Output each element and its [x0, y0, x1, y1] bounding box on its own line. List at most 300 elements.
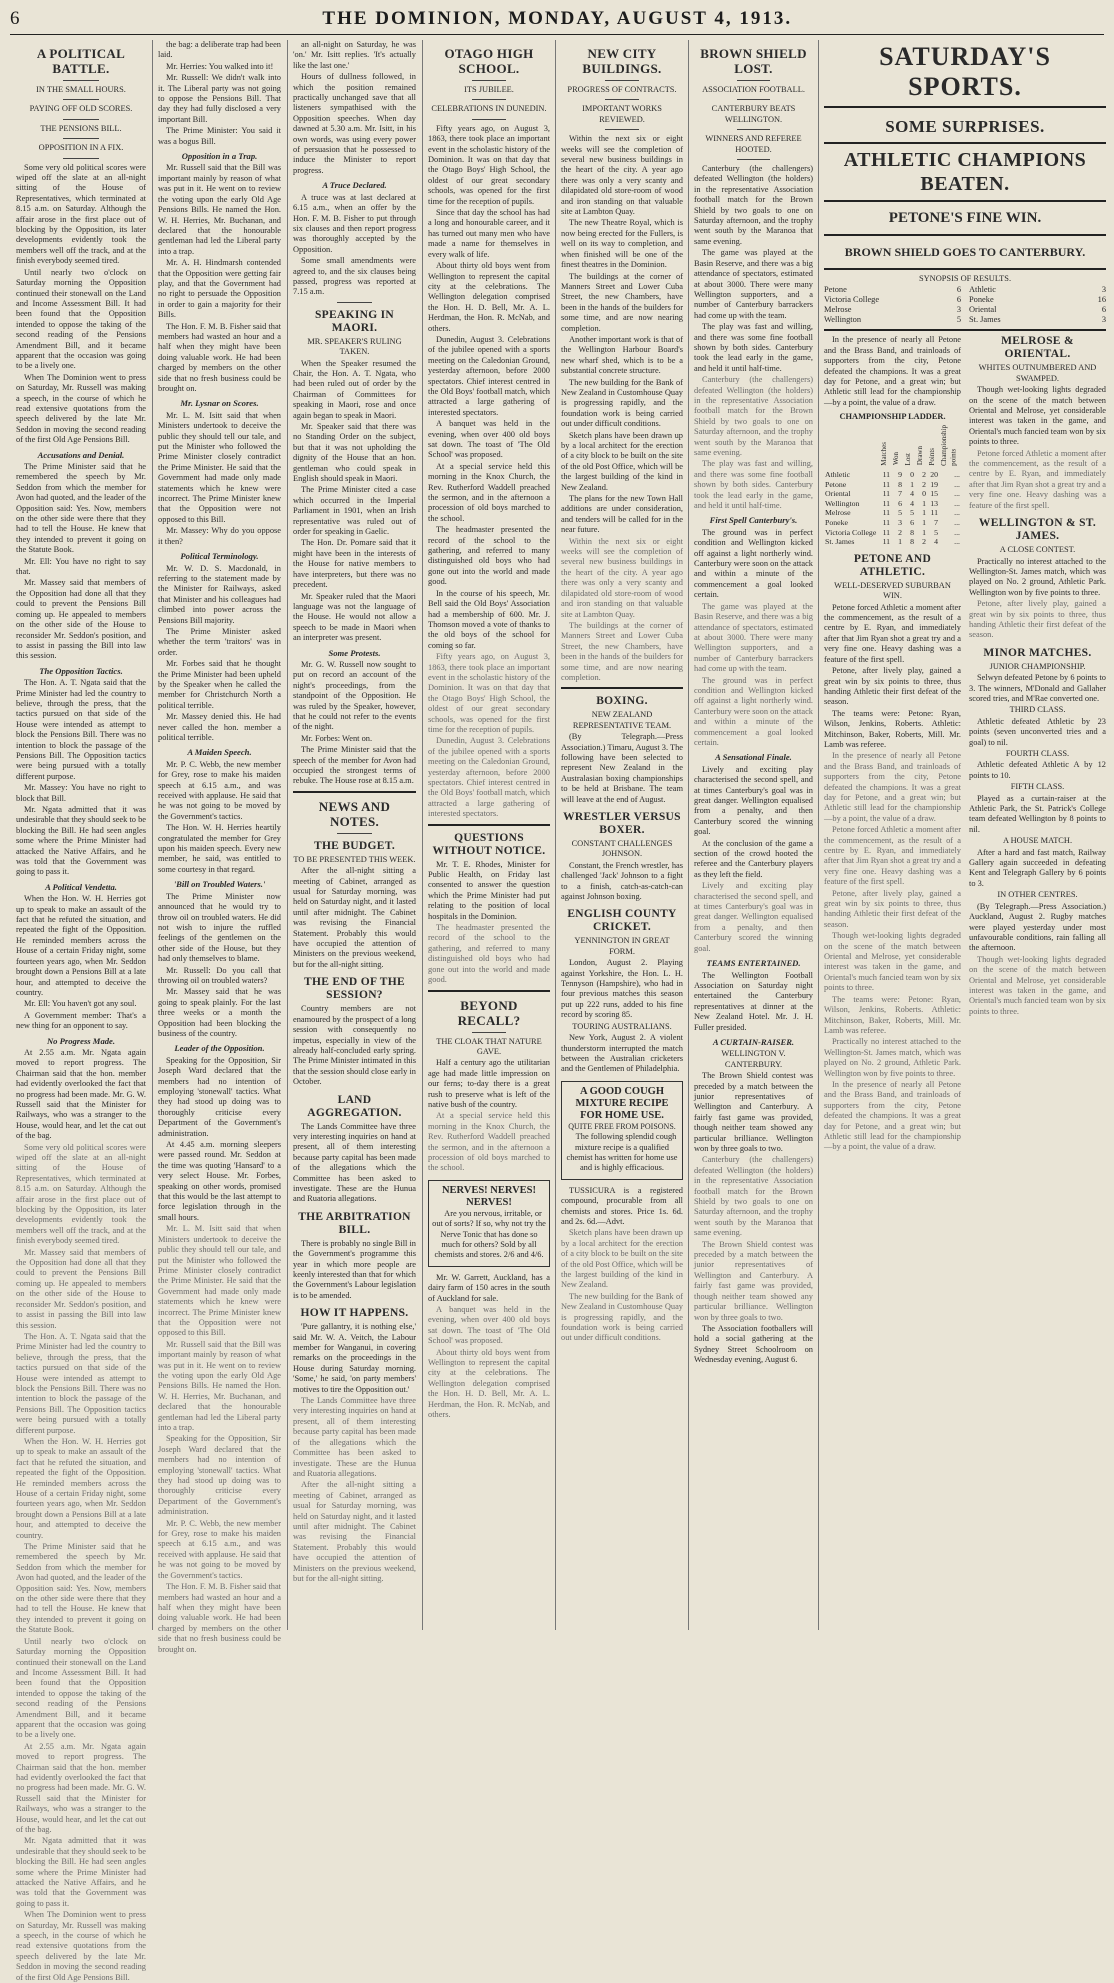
synopsis-table [824, 285, 1106, 325]
paragraph: The Prime Minister now announced that he would try to throw oil on troubled waters. He did not wish to injure the ruffled feelings of the gentlemen on the other side of the House, but they had only themselves to blame. [158, 891, 281, 964]
article-subhead: YENNINGTON IN GREAT FORM. [574, 936, 670, 956]
team-score: 3 [956, 305, 961, 315]
ladder-cell: 2 [898, 527, 903, 537]
ladder-cell: 20 [930, 470, 939, 480]
ladder-cell: 11 [882, 479, 891, 489]
paragraph: The buildings at the corner of Manners Street and Lower Cuba Street, the new Chambers, have been in the hands of the builders for some time, and are now nearing completion. [561, 620, 683, 682]
paragraph: Lively and exciting play characterised the second spell, and at times Canterbury's goal was in great danger. Wellington equalised from a penalty, and then Canterbury scored the winning goal. [694, 881, 813, 953]
ad-subtitle: QUITE FREE FROM POISONS. [568, 1121, 676, 1131]
ladder-team: Oriental [825, 489, 851, 499]
sports-right-column [969, 335, 1106, 1153]
paragraph: Another important work is that of the Wellington Harbour Board's new wharf shed, which is to be a substantial concrete structure. [561, 334, 683, 376]
ladder-cell: 5 [898, 508, 903, 518]
paragraph: The Prime Minister cited a case which occurred in the Imperial Parliament in 1901, when an Irish representative was ruled out of order for speaking in Gaelic. [293, 485, 416, 537]
ladder-cell: 11 [882, 508, 891, 518]
article-subhead: OPPOSITION IN A FIX. [38, 143, 124, 153]
paragraph: Mr. A. H. Hindmarsh contended that the Opposition were getting fair play, and that the Government had no right to persuade the Opposition in order to gain a majority for their Bills. [158, 258, 281, 320]
article-headline: NEWS AND NOTES. [318, 798, 391, 829]
paragraph: Mr. Russell said that the Bill was important mainly by reason of what was put in it. He went on to review the voting upon the early Old Age Pensions Bills. He named the Hon. W. H. Herries, Mr. Buchanan, and declared that the honourable gentleman had led the Liberal party into a trap. [158, 163, 281, 256]
paragraph: Mr. Ell: You haven't got any soul. [24, 999, 137, 1009]
section-head: The Opposition Tactics. [39, 665, 123, 676]
article-subhead: FIFTH CLASS. [1010, 782, 1065, 792]
article-headline: MELROSE & ORIENTAL. [1001, 335, 1074, 361]
synopsis-row [969, 285, 1106, 295]
article-subhead: NEW ZEALAND REPRESENTATIVE TEAM. [572, 710, 672, 730]
paragraph: When The Dominion went to press on Saturday, Mr. Russell was making a speech, in the course of which he read extensive quotations from the speech delivered by the late Mr. Seddon in moving the second reading of the first Old Age Pensions Bill. [16, 372, 146, 445]
paragraph: Athletic defeated Athletic A by 12 points to 10. [969, 760, 1106, 780]
column-2 [158, 40, 281, 1654]
paragraph: TUSSICURA is a registered compound, procurable from all chemists and stores. Price 1s. 6d. and 2s. 6d.—Advt. [561, 1185, 683, 1226]
paragraph: London, August 2. Playing against Yorkshire, the Hon. L. H. Tennyson (Hampshire), who had in four previous matches this season put up 222 runs, added to his fine record by scoring 85. [561, 958, 683, 1020]
article-subhead: TO BE PRESENTED THIS WEEK. [293, 854, 416, 864]
ladder-row [824, 528, 961, 538]
column-rule [422, 40, 423, 1630]
article-subhead: CELEBRATIONS IN DUNEDIN. [431, 104, 547, 114]
paragraph: At a special service held this morning in the Knox Church, the Rev. Rutherford Waddell preached the sermon, and in the afternoon a procession of old boys marched to the school. [428, 461, 550, 523]
ladder-header: Points [928, 447, 937, 466]
column-rule [818, 40, 819, 1630]
paragraph: The Lands Committee have three very interesting inquiries on hand at present, all of them interesting because party capital has been made of the allegations which the Committee has been asked to investigate. These are the Hunua and Ruatoria allegations. [293, 1121, 416, 1204]
paragraph: The Hon. F. M. B. Fisher said that members had wasted an hour and a half when they might have been doing valuable work. He had been charged by members on the other side that no fresh business could be brought on. [158, 321, 281, 393]
ladder-cell: ... [954, 537, 960, 547]
paragraph: The Prime Minister said that he remembered the speech by Mr. Seddon from which the member for Avon had quoted, and the leader of the Opposition said: Yes. Now, members on the other side were there that they had to tell the House. He knew that they intended to prevent it going on the Statute Book. [16, 1542, 146, 1635]
paragraph: When the Speaker resumed the Chair, the Hon. A. T. Ngata, who had been ruled out of order by the Chairman of Committees for speaking in Maori, rose and once again began to speak in Maori. [293, 358, 416, 420]
ladder-row [824, 518, 961, 528]
article-headline: LAND AGGREGATION. [307, 1093, 402, 1119]
ladder-cell: ... [954, 527, 960, 537]
paragraph: Since that day the school has had a long and honourable career, and it has turned out many men who have made a name for themselves in every walk of life. [428, 208, 550, 259]
paragraph: The Prime Minister said that the speech of the member for Avon had occupied the strongest terms of rebuke. The House rose at 8.15 a.m. [293, 745, 416, 786]
paragraph: The new Theatre Royal, which is now being erected for the Fullers, is well on its way to completion, and when finished will be one of the finest theatres in the Dominion. [561, 218, 683, 270]
ad-title: NERVES! NERVES! NERVES! [441, 1184, 537, 1208]
paragraph: Dunedin, August 3. Celebrations of the jubilee opened with a sports meeting on the Caledonian Ground, yesterday afternoon, before 2000 spectators. Chief interest centred in the Old Boys' football match, which attracted a large gathering of interested spectators. [428, 334, 550, 417]
paragraph: Selwyn defeated Petone by 6 points to 3. The winners, M'Donald and Gallaher scored tries, and M'Rae converted one. [969, 673, 1106, 703]
paragraph: When The Dominion went to press on Saturday, Mr. Russell was making a speech, in the course of which he read extensive quotations from the speech delivered by the late Mr. Seddon in moving the second reading of the first Old Age Pensions Bill. [16, 1910, 146, 1982]
article-headline: ENGLISH COUNTY CRICKET. [567, 908, 677, 934]
paragraph: Canterbury (the challengers) defeated Wellington (the holders) in the representative Association football match for the Brown Shield by two goals to one on Saturday afternoon, and the trophy went south by the Maranoa that same evening. [694, 375, 813, 457]
paragraph: (By Telegraph.—Press Association.) Auckland, August 2. Rugby matches were played yesterday under most unfavourable conditions, rain falling all the afternoon. [969, 901, 1106, 953]
ladder-team: Melrose [825, 508, 851, 518]
paragraph: In the course of his speech, Mr. Bell said the Old Boys' Association had a membership of 600. Mr. J. Thomson moved a vote of thanks to the old boys of the school for coming so far. [428, 588, 550, 650]
paragraph: Mr. Massey said that members of the Opposition had done all that they could to prevent the Pensions Bill coming up. He appealed to members on the other side of the House to reconsider Mr. Seddon's position, and to assist in passing the Bill into law this session. [16, 578, 146, 661]
ladder-team: Athletic [825, 470, 851, 480]
paragraph: Mr. P. C. Webb, the new member for Grey, rose to make his maiden speech at 6.15 a.m., and was received with applause. He said that he was not going to be moved by the Government's tactics. [158, 1518, 281, 1580]
team-name: St. James [969, 315, 1001, 325]
paragraph: Mr. Herries: You walked into it! [166, 61, 274, 71]
team-name: Victoria College [824, 295, 880, 305]
paragraph: There is probably no single Bill in the Government's programme this year in which more people are keenly interested than that for which the Government's Labour legislation is to be amended. [293, 1238, 416, 1300]
paragraph: Mr. G. W. Russell now sought to put on record an account of the night's proceedings, from the standpoint of the Opposition. He was ruled by the Speaker, however, that he could not refer to the events of the night. [293, 659, 416, 732]
paragraph: The game was played at the Basin Reserve, and there was a big attendance of spectators, estimated at about 3000. There were many Wellington supporters, and a number of Canterbury barrackers had come up with the team. [694, 248, 813, 320]
article-subhead: CONSTANT CHALLENGES JOHNSON. [571, 839, 673, 859]
ladder-row [824, 489, 961, 499]
paragraph: The Hon. A. T. Ngata said that the Prime Minister had led the country to believe, through the press, that the tactics pursued on that side of the House were intended as attempt to block the Pensions Bill. There was no intention to block the passage of the Pensions Bill. The Opposition tactics were being pursued with a totally different purpose. [16, 1331, 146, 1435]
paragraph: Petone forced Athletic a moment after the commencement, as the result of a centre by E. Ryan, and immediately after that Jim Ryan shot a great try and a very fine one. Heavy dashing was a feature of the first spell. [824, 602, 961, 664]
paragraph: Mr. Massey denied this. He had never called the hon. member a political terrible. [158, 712, 281, 742]
article-subhead: IN THE SMALL HOURS. [36, 85, 126, 94]
article-headline: PETONE AND ATHLETIC. [853, 552, 932, 578]
article-subhead: WINNERS AND REFEREE HOOTED. [705, 134, 802, 154]
paragraph: Some very old political scores were wiped off the slate at an all-night sitting of the House of Representatives, which terminated at 8.15 a.m. on Saturday. Although the affair arose in the first place out of blocking by the Opposition, its later developments evidently took the members well off the track, and at the finish everybody seemed tired. [16, 162, 146, 266]
paragraph: Within the next six or eight weeks will see the completion of several new business buildings in the heart of the city. A year ago there was only a very scanty and dilapidated old store-room of wood and iron standing on that valuable site at Lambton Quay. [561, 134, 683, 217]
paragraph: Mr. Ngata admitted that it was undesirable that they should seek to be blocking the Bill. He had seen angles some where the Prime Minister had attacked the Native Affairs, and he was told that the Government was going to pass it. [16, 805, 146, 877]
ladder-team: Victoria College [825, 527, 877, 537]
article-headline: BOXING. [596, 695, 648, 708]
paragraph: Practically no interest attached to the Wellington-St. James match, which was played on No. 2 ground, Athletic Park. Wellington won by five points to three. [969, 556, 1106, 597]
synopsis-row [824, 315, 961, 325]
paragraph: About thirty old boys went from Wellington to represent the capital city at the celebrations. The Wellington delegation comprised the Hon. H. D. Bell, Mr. A. L. Herdman, the Hon. R. McNab, and others. [428, 261, 550, 333]
paragraph: Petone, after lively play, gained a great win by six points to three, thus handing Athletic their first defeat of the season. [824, 888, 961, 929]
ladder-cell: ... [954, 479, 960, 489]
paragraph: At the conclusion of the game a section of the crowd hooted the referee and the Canterbury players as they left the field. [694, 838, 813, 879]
paragraph: an all-night on Saturday, he was 'on.' Mr. Isitt replies. 'It's actually like the last one.' [293, 40, 416, 70]
team-score: 16 [1097, 295, 1106, 305]
ladder-header: Championship points [940, 424, 958, 466]
paragraph: A banquet was held in the evening, when over 400 old boys sat down. The toast of 'The Old School' was proposed. [428, 419, 550, 460]
paragraph: Mr. Forbes said that he thought the Prime Minister had been upheld by the Speaker when he called the member for Christchurch North a political terrible. [158, 659, 281, 710]
paragraph: Speaking for the Opposition, Sir Joseph Ward declared that the members had no intention of employing 'stonewall' tactics. What they had stood up doing was to thoroughly criticise every Department of the Government's administration. [158, 1434, 281, 1517]
ladder-cell: 13 [930, 498, 939, 508]
ladder-cell: 1 [922, 518, 927, 528]
paragraph: Mr. Ell: You have no right to say that. [16, 556, 146, 577]
paragraph: the bag: a deliberate trap had been laid. [158, 40, 281, 60]
team-score: 6 [956, 285, 961, 295]
ladder-cell: 8 [898, 479, 903, 489]
paragraph: The new building for the Bank of New Zealand in Customhouse Quay is progressing rapidly, and the foundation work is being carried out under difficult conditions. [561, 377, 683, 429]
article-headline: MINOR MATCHES. [983, 646, 1092, 659]
paragraph: Mr. Ngata admitted that it was undesirable that they should seek to be blocking the Bill. He had seen angles some where the Prime Minister had attacked the Native Affairs, and he was told that the Government was going to pass it. [16, 1836, 146, 1908]
team-name: Wellington [824, 315, 862, 325]
article-headline: A POLITICAL BATTLE. [36, 46, 126, 76]
ladder-cell: 1 [922, 527, 927, 537]
paragraph: The buildings at the corner of Manners Street and Lower Cuba Street, the new Chambers, have been in the hands of the builders for some time, and are now nearing completion. [561, 271, 683, 333]
paragraph: Country members are not enamoured by the prospect of a long session with consequently no impetus, especially in view of the already half-concluded early spring. The Prime Minister intimated in this that the session should close early in October. [293, 1004, 416, 1087]
ladder-cell: 11 [882, 498, 891, 508]
ladder-cell: 4 [934, 537, 939, 547]
sports-left-column [824, 335, 961, 1153]
sports-headline: SATURDAY'S SPORTS. [879, 42, 1051, 101]
article-headline: THE END OF THE SESSION? [303, 976, 405, 1002]
paragraph: Lively and exciting play characterised the second spell, and at times Canterbury's goal was in great danger. Wellington equalised from a penalty, and then Canterbury scored the winning goal. [694, 764, 813, 837]
ladder-cell: ... [954, 489, 960, 499]
column-7 [824, 40, 1106, 1630]
ladder-team: Petone [825, 479, 847, 489]
section-head: Political Terminology. [180, 551, 259, 562]
ladder-cell: 11 [882, 470, 891, 480]
paragraph: Played as a curtain-raiser at the Athletic Park, the St. Patrick's College team defeated Wellington by 8 points to nil. [969, 793, 1106, 834]
ladder-cell: 9 [898, 470, 903, 480]
paragraph: The game was played at the Basin Reserve, and there was a big attendance of spectators, estimated at about 3000. There were many Wellington supporters, and a number of Canterbury barrackers had come up with the team. [694, 601, 813, 674]
article-headline: BEYOND RECALL? [457, 997, 521, 1028]
paragraph: Fifty years ago, on August 3, 1863, there took place an important event in the scholastic history of the Dominion. It was on that day that the Otago Boys' High School, the oldest of our great secondary schools, was opened for the first time for the reception of pupils. [428, 652, 550, 734]
paragraph: The headmaster presented the record of the school to the gathering, and referred to many distinguished old boys who had gone out into the world and made good. [428, 923, 550, 985]
ladder-title: CHAMPIONSHIP LADDER. [839, 412, 946, 422]
ladder-cell: 1 [922, 498, 927, 508]
paragraph: Some small amendments were agreed to, and the six clauses being passed, progress was reported at 7.15 a.m. [293, 256, 416, 297]
section-head: A Political Vendetta. [45, 881, 117, 892]
sports-subhead: ATHLETIC CHAMPIONS BEATEN. [843, 149, 1087, 195]
synopsis-row [969, 305, 1106, 315]
paragraph: Until nearly two o'clock on Saturday morning the Opposition continued their stonewall on the Land and Income Assessment Bill. It had been found that the Opposition intended to oppose the taking of the second reading of the Pensions Amendment Bill, and it became apparent that the occasion was going to be a lively one. [16, 267, 146, 371]
paragraph: The play was fast and willing, and there was some fine football shown by both sides. Canterbury took the lead early in the game, and held it until half-time. [694, 322, 813, 373]
article-subhead: JUNIOR CHAMPIONSHIP. [989, 661, 1086, 671]
paragraph: Practically no interest attached to the Wellington-St. James match, which was played on No. 2 ground, Athletic Park. Wellington won by five points to three. [824, 1037, 961, 1078]
sports-subhead: BROWN SHIELD GOES TO CANTERBURY. [844, 245, 1086, 259]
article-subhead: THE PENSIONS BILL. [40, 123, 122, 133]
ladder-cell: 2 [922, 537, 927, 547]
paragraph: Though wet-looking lights degraded on the scene of the match between Oriental and Melrose, yet considerable interest was taken in the game, and Oriental's much fancied team won by six points to three. [969, 385, 1106, 447]
paragraph: Mr. Russell: We didn't walk into it. The Liberal party was not going to oppose the Pensions Bill. That day they had fully disclosed a very important Bill. [158, 73, 281, 124]
paragraph: Mr. Massey: You have no right to block that Bill. [16, 783, 146, 803]
article-subhead: WHITES OUTNUMBERED AND SWAMPED. [978, 363, 1097, 383]
column-rule [287, 40, 288, 1630]
ladder-header: Drawn [916, 446, 925, 466]
ladder-cell: 7 [934, 518, 939, 528]
paragraph: After the all-night sitting a meeting of Cabinet, arranged as usual for Saturday morning, was held on Saturday night, and it lasted until after midnight. The Cabinet was revising the Financial Statement. Probably this would have occupied the attention of Ministers on the previous weekend, but for the all-night sitting. [293, 866, 416, 969]
ladder-cell: 5 [934, 527, 939, 537]
ad-text: Are you nervous, irritable, or out of sorts? If so, why not try the Nerve Tonic that has done so much for others? Sold by all chemists and stores. 2/6 and 4/6. [432, 1208, 546, 1260]
paragraph: 'Pure gallantry, it is nothing else,' said Mr. W. A. Veitch, the Labour member for Wanganui, in covering remarks on the proceedings in the House during Saturday morning. 'Some,' he said, 'on party members' motives to tire the Opposition out.' [293, 1322, 416, 1394]
sports-subhead: PETONE'S FINE WIN. [888, 210, 1042, 226]
article-subhead: IMPORTANT WORKS REVIEWED. [582, 104, 662, 124]
paragraph: Half a century ago the utilitarian age had made little impression on our ferns; to-day there is a great rush to preserve what is left of the native bush of the country. [428, 1058, 550, 1109]
ladder-row [824, 537, 961, 547]
article-subhead: IN OTHER CENTRES. [997, 890, 1078, 900]
ladder-row [824, 499, 961, 509]
ladder-cell: 1 [898, 537, 903, 547]
article-headline: BROWN SHIELD LOST. [700, 46, 807, 76]
section-head: A CURTAIN-RAISER. [712, 1036, 795, 1047]
ladder-header: Matches [880, 441, 889, 466]
paragraph: Mr. Speaker ruled that the Maori language was not the language of the House. He would not allow a speech to be made in Maori when an interpreter was present. [293, 591, 416, 643]
article-subhead: MR. SPEAKER'S RULING TAKEN. [307, 336, 402, 357]
paragraph: A Government member: That's a new thing for an opponent to say. [16, 1010, 146, 1031]
column-3 [293, 40, 416, 1630]
team-score: 6 [1101, 305, 1106, 315]
advertisement [561, 1081, 683, 1180]
paragraph: Petone, after lively play, gained a great win by six points to three, thus handing Athletic their first defeat of the season. [969, 599, 1106, 640]
ladder-cell: 1 [910, 479, 915, 489]
ladder-cell: 2 [922, 470, 927, 480]
paragraph: Though wet-looking lights degraded on the scene of the match between Oriental and Melrose, yet considerable interest was taken in the game, and Oriental's much fancied team won by six points to three. [969, 954, 1106, 1016]
article-headline: OTAGO HIGH SCHOOL. [444, 46, 534, 76]
paragraph: When the Hon. W. H. Herries got up to speak to make an assault of the fact that he refuted the situation, and repeated the fight of the Opposition. He reminded members across the House of a certain Friday night, some fourteen years ago, when Mr. Seddon brought down a Pensions Bill at a late hour, and attempted to deceive the country. [16, 894, 146, 997]
sports-columns [824, 335, 1106, 1153]
paragraph: Canterbury (the challengers) defeated Wellington (the holders) in the representative Association football match for the Brown Shield by two goals to one on Saturday afternoon, and the trophy went south by the Maranoa that same evening. [694, 164, 813, 246]
ladder-cell: ... [954, 470, 960, 480]
paragraph: Sketch plans have been drawn up by a local architect for the erection of a city block to be built on the site of the old Post Office, which will be the largest building of the kind in New Zealand. [561, 430, 683, 492]
paragraph: The Brown Shield contest was preceded by a match between the junior representatives of Wellington and Canterbury. A fairly fast game was provided, though neither team showed any particular brilliance. Wellington won by three goals to two. [694, 1071, 813, 1153]
ad-title: A GOOD COUGH MIXTURE RECIPE FOR HOME USE. [575, 1085, 669, 1121]
paragraph: The plans for the new Town Hall additions are under consideration, and tenders will be called for in the near future. [561, 494, 683, 535]
paragraph: The headmaster presented the record of the school to the gathering, and referred to many distinguished old boys who had gone out into the world and made good. [428, 525, 550, 587]
team-name: Athletic [969, 285, 996, 295]
column-rule [152, 40, 153, 1630]
section-head: 'Bill on Troubled Waters.' [173, 879, 266, 890]
paragraph: Petone forced Athletic a moment after the commencement, as the result of a centre by E. Ryan, and immediately after that Jim Ryan shot a great try and a very fine one. Heavy dashing was a feature of the first spell. [969, 448, 1106, 510]
article-headline: WELLINGTON & ST. JAMES. [978, 517, 1097, 543]
paragraph: The teams were: Petone: Ryan, Wilson, Jenkins, Roberts. Athletic: Mitchinson, Baker, Roberts, Mill. Mr. Lamb was referee. [824, 994, 961, 1035]
paragraph: In the presence of nearly all Petone and the Brass Band, and trainloads of supporters from the city, Petone defeated the champions. It was a great day for Petone, and a great win; but Athletic still lead for the championship—by a point, the value of a draw. [824, 335, 961, 407]
article-subhead: PAYING OFF OLD SCORES. [29, 104, 133, 114]
ladder-cell: 0 [922, 489, 927, 499]
ladder-cell: 19 [930, 479, 939, 489]
article-subhead: WELLINGTON V. CANTERBURY. [721, 1049, 786, 1069]
paragraph: Sketch plans have been drawn up by a local architect for the erection of a city block to be built on the site of the old Post Office, which will be the largest building of the kind in New Zealand. [561, 1228, 683, 1290]
article-subhead: THIRD CLASS. [1009, 705, 1066, 715]
article-subhead: PROGRESS OF CONTRACTS. [567, 85, 677, 94]
paragraph: The Hon. A. T. Ngata said that the Prime Minister had led the country to believe, through the press, that the tactics pursued on that side of the House were intended as attempt to block the Pensions Bill. There was no intention to block the passage of the Pensions Bill. The Opposition tactics were being pursued with a totally different purpose. [16, 678, 146, 781]
section-head: First Spell Canterbury's. [709, 515, 798, 526]
article-subhead: TOURING AUSTRALIANS. [572, 1021, 672, 1031]
paragraph: The Hon. F. M. B. Fisher said that members had wasted an hour and a half when they might have been doing valuable work. He had been charged by members on the other side that no fresh business could be brought on. [158, 1582, 281, 1654]
paragraph: A truce was at last declared at 6.15 a.m., when an offer by the Hon. F. M. B. Fisher to put through six clauses and then report progress was thoroughly accepted by the Opposition. [293, 192, 416, 254]
masthead [10, 4, 1104, 35]
paragraph: After a hard and fast match, Railway Gallery again succeeded in defeating Kent and Telegraph Gallery by 6 points to 3. [969, 847, 1106, 888]
paragraph: The Prime Minister said that he remembered the speech by Mr. Seddon from which the member for Avon had quoted, and the leader of the Opposition said: Yes. Now, members on the other side were there that they had to tell the House. He knew that they intended to prevent it going on the Statute Book. [16, 462, 146, 555]
paragraph: The ground was in perfect condition and Wellington kicked off against a light northerly wind. Canterbury were soon on the attack and within a minute of the commencement a goal looked certain. [694, 675, 813, 747]
ladder-header: Lost [904, 453, 913, 466]
article-headline: NEW CITY BUILDINGS. [582, 46, 662, 76]
paragraph: When the Hon. W. H. Herries got up to speak to make an assault of the fact that he refuted the situation, and repeated the fight of the Opposition. He reminded members across the House of a certain Friday night, some fourteen years ago, when Mr. Seddon brought down a Pensions Bill at a late hour, and attempted to deceive the country. [16, 1436, 146, 1540]
section-head: Leader of the Opposition. [174, 1043, 265, 1054]
paragraph: The ground was in perfect condition and Wellington kicked off against a light northerly wind. Canterbury were soon on the attack and within a minute of the commencement a goal looked certain. [694, 527, 813, 600]
ladder-cell: 4 [910, 498, 915, 508]
paragraph: The new building for the Bank of New Zealand in Customhouse Quay is progressing rapidly, and the foundation work is being carried out under difficult conditions. [561, 1291, 683, 1343]
team-score: 3 [1101, 315, 1106, 325]
paragraph: The Hon. Dr. Pomare said that it might have been in the interests of the House for native members to have interpreters, but there was no precedent. [293, 538, 416, 590]
paragraph: Mr. W. Garrett, Auckland, has a dairy farm of 150 acres in the south of Auckland for sale. [428, 1272, 550, 1303]
paragraph: After the all-night sitting a meeting of Cabinet, arranged as usual for Saturday morning, was held on Saturday night, and it lasted until after midnight. The Cabinet was revising the Financial Statement. Probably this would have occupied the attention of Ministers on the previous weekend, but for the all-night sitting. [293, 1480, 416, 1583]
ladder-cell: ... [954, 518, 960, 528]
paragraph: Mr. L. M. Isitt said that when Ministers undertook to deceive the public they should tell our tale, and put the Minister who followed the Prime Minister closely contradict the Prime Minister. He said that the Government had made only made statements which he knew were incorrect. The Prime Minister knew that the Opposition were not opposed to this Bill. [158, 1224, 281, 1338]
paragraph: Mr. Russell: Do you call that throwing oil on troubled waters? [158, 965, 281, 985]
paragraph: Canterbury (the challengers) defeated Wellington (the holders) in the representative Association football match for the Brown Shield by two goals to one on Saturday afternoon, and the trophy went south by the Maranoa that same evening. [694, 1155, 813, 1238]
ladder-cell: 11 [930, 508, 939, 518]
paragraph: The Prime Minister: You said it was a bogus Bill. [158, 126, 281, 146]
paragraph: Mr. Speaker said that there was no Standing Order on the subject, but that it was not upholding the dignity of the House that an hon. gentleman who could speak in English should speak in Maori. [293, 422, 416, 484]
paragraph: At a special service held this morning in the Knox Church, the Rev. Rutherford Waddell preached the sermon, and in the afternoon a procession of old boys marched to the school. [428, 1111, 550, 1173]
paragraph: Within the next six or eight weeks will see the completion of several new business buildings in the heart of the city. A year ago there was only a very scanty and dilapidated old store-room of wood and iron standing on that valuable site at Lambton Quay. [561, 536, 683, 619]
article-subhead: A HOUSE MATCH. [1002, 836, 1073, 846]
article-headline: THE BUDGET. [313, 839, 396, 852]
synopsis-title: SYNOPSIS OF RESULTS. [918, 274, 1012, 283]
column-rule [555, 40, 556, 1630]
column-6 [694, 40, 813, 1630]
ladder-cell: 8 [910, 527, 915, 537]
section-head: Mr. Lysnar on Scores. [180, 398, 259, 409]
ladder-team: St. James [825, 537, 855, 547]
paragraph: Petone forced Athletic a moment after the commencement, as the result of a centre by E. Ryan, and immediately after that Jim Ryan shot a great try and a very fine one. Heavy dashing was a feature of the first spell. [824, 825, 961, 887]
article-subhead: CANTERBURY BEATS WELLINGTON. [711, 104, 796, 124]
article-subhead: ITS JUBILEE. [464, 85, 514, 94]
section-head: A Maiden Speech. [187, 747, 252, 758]
paragraph: Mr. Russell said that the Bill was important mainly by reason of what was put in it. He went on to review the voting upon the early Old Age Pensions Bills. He named the Hon. W. H. Herries, Mr. Buchanan, and declared that the honourable gentleman had led the Liberal party into a trap. [158, 1339, 281, 1432]
paragraph: Hours of dullness followed, in which the position remained practically unchanged save that all listeners sympathised with the Opposition speeches. When day dawned at 5.30 a.m. Mr. Isitt, in his own words, was using every power of persuasion that he possessed to induce the Minister to report progress. [293, 72, 416, 175]
paragraph: The Hon. W. H. Herries heartily congratulated the member for Grey upon his maiden speech. Every new member, he said, was entitled to some courtesy in that regard. [158, 823, 281, 874]
team-name: Oriental [969, 305, 997, 315]
section-head: A Truce Declared. [322, 180, 387, 191]
paragraph: In the presence of nearly all Petone and the Brass Band, and trainloads of supporters from the city, Petone defeated the champions. It was a great day for Petone, and a great win; but Athletic still lead for the championship—by a point, the value of a draw. [824, 751, 961, 823]
paragraph: Petone, after lively play, gained a great win by six points to three, thus handing Athletic their first defeat of the season. [824, 666, 961, 707]
column-5 [561, 40, 683, 1630]
paragraph: A banquet was held in the evening, when over 400 old boys sat down. The toast of 'The Old School' was proposed. [428, 1305, 550, 1346]
article-headline: THE ARBITRATION BILL. [298, 1210, 411, 1236]
paragraph: Until nearly two o'clock on Saturday morning the Opposition continued their stonewall on the Land and Income Assessment Bill. It had been found that the Opposition intended to oppose the taking of the second reading of the Pensions Amendment Bill, and it became apparent that the occasion was going to be a lively one. [16, 1636, 146, 1740]
section-head: Opposition in a Trap. [181, 151, 258, 162]
paragraph: The Wellington Football Association on Saturday night entertained the Canterbury representatives at dinner at the New Zealand Hotel. Mr. J. H. Fuller presided. [694, 970, 813, 1032]
paragraph: Constant, the French wrestler, has challenged 'Jack' Johnson to a fight to a finish, catch-as-catch-can against Johnson boxing. [561, 860, 683, 902]
team-name: Poneke [969, 295, 994, 305]
section-head: Some Protests. [328, 647, 381, 658]
paragraph: The Lands Committee have three very interesting inquiries on hand at present, all of them interesting because party capital has been made of the allegations which the Committee has been asked to investigate. These are the Hunua and Ruatoria allegations. [293, 1396, 416, 1478]
section-head: Accusations and Denial. [37, 449, 125, 460]
paragraph: The teams were: Petone: Ryan, Wilson, Jenkins, Roberts. Athletic: Mitchinson, Baker, Roberts, Mill. Mr. Lamb was referee. [824, 708, 961, 749]
paragraph: Mr. W. D. S. Macdonald, in referring to the statement made by the Minister for Railways, asked that Minister and his colleagues had climbed into power across the Pensions Bill majority. [158, 563, 281, 625]
advertisement [428, 1180, 550, 1267]
article-subhead: THE CLOAK THAT NATURE GAVE. [436, 1036, 542, 1056]
article-headline: WRESTLER VERSUS BOXER. [563, 811, 681, 836]
paragraph: At 2.55 a.m. Mr. Ngata again moved to report progress. The Chairman said that the hon. member had evidently overlooked the fact that no progress had been made. Mr. G. W. Russell said that the Minister for Railways, who was a stranger to the House, would hear, and let the cat out of the bag. [16, 1047, 146, 1141]
paragraph: At 4.45 a.m. morning sleepers were passed round. Mr. Seddon at the time was quoting 'Hansard' to a very select House. Mr. Forbes, speaking on other words, promised that this would be the last attempt to force legislation through in the small hours. [158, 1140, 281, 1222]
article-subhead: ASSOCIATION FOOTBALL. [702, 85, 805, 94]
ladder-cell: 5 [910, 508, 915, 518]
championship-ladder [824, 424, 961, 547]
paragraph: Mr. Forbes: Went on. [301, 733, 373, 743]
ladder-row [824, 470, 961, 480]
ladder-cell: ... [954, 498, 960, 508]
ladder-cell: 4 [910, 489, 915, 499]
team-name: Melrose [824, 305, 852, 315]
ladder-cell: 7 [898, 489, 903, 499]
article-subhead: WELL-DESERVED SUBURBAN WIN. [834, 580, 951, 601]
ladder-cell: 11 [882, 518, 891, 528]
paragraph: In the presence of nearly all Petone and the Brass Band, and trainloads of supporters from the city, Petone defeated the champions. It was a great day for Petone, and a great win; but Athletic still lead for the championship—by a point, the value of a draw. [824, 1079, 961, 1152]
paragraph: The Association footballers will hold a social gathering at the Sydney Street Schoolroom on Wednesday evening, August 6. [694, 1323, 813, 1365]
paragraph: Mr. P. C. Webb, the new member for Grey, rose to make his maiden speech at 6.15 a.m., and was received with applause. He said that he was not going to be moved by the Government's tactics. [158, 759, 281, 821]
synopsis-row [824, 295, 961, 305]
ladder-header: Won [892, 452, 901, 466]
sports-subhead: SOME SURPRISES. [885, 117, 1045, 136]
ladder-cell: 2 [922, 479, 927, 489]
synopsis-row [969, 295, 1106, 305]
synopsis-row [969, 315, 1106, 325]
ladder-cell: ... [954, 508, 960, 518]
newspaper-title: THE DOMINION, MONDAY, AUGUST 4, 1913. [322, 8, 793, 29]
paragraph: (By Telegraph.—Press Association.) Timaru, August 3. The following have been selected to represent New Zealand in the Australasian boxing championships to be held at Brisbane. The team will leave at the end of August. [561, 732, 683, 804]
article-subhead: FOURTH CLASS. [1005, 749, 1070, 758]
ladder-cell: 11 [882, 527, 891, 537]
article-headline: QUESTIONS WITHOUT NOTICE. [432, 831, 546, 857]
paragraph: Speaking for the Opposition, Sir Joseph Ward declared that the members had no intention of employing 'stonewall' tactics. What they had stood up doing was to thoroughly criticise every Department of the Government's administration. [158, 1055, 281, 1138]
paragraph: At 2.55 a.m. Mr. Ngata again moved to report progress. The Chairman said that the hon. member had evidently overlooked the fact that no progress had been made. Mr. G. W. Russell said that the Minister for Railways, who was a stranger to the House, would hear, and let the cat out of the bag. [16, 1741, 146, 1834]
paragraph: New York, August 2. A violent thunderstorm interrupted the match between the Australian cricketers and the Gentlemen of Philadelphia. [561, 1033, 683, 1074]
paragraph: The play was fast and willing, and there was some fine football shown by both sides. Canterbury took the lead early in the game, and held it until half-time. [694, 459, 813, 511]
ladder-cell: 11 [882, 489, 891, 499]
ladder-cell: 11 [882, 537, 891, 547]
paragraph: Mr. Massey: Why do you oppose it then? [158, 526, 281, 546]
paragraph: Some very old political scores were wiped off the slate at an all-night sitting of the House of Representatives, which terminated at 8.15 a.m. on Saturday. Although the affair arose in the first place out of blocking by the Opposition, its later developments evidently took the members well off the track, and at the finish everybody seemed tired. [16, 1142, 146, 1246]
ladder-team: Poneke [825, 518, 848, 528]
ladder-row [824, 480, 961, 490]
page-number: 6 [10, 8, 21, 29]
ladder-team: Wellington [825, 498, 860, 508]
ladder-cell: 6 [910, 518, 915, 528]
column-1 [16, 40, 146, 1982]
paragraph: Though wet-looking lights degraded on the scene of the match between Oriental and Melrose, yet considerable interest was taken in the game, and Oriental's much fancied team won by six points to three. [824, 931, 961, 993]
paragraph: Mr. Massey said that members of the Opposition had done all that they could to prevent the Pensions Bill coming up. He appealed to members on the other side of the House to reconsider Mr. Seddon's position, and to assist in passing the Bill into law this session. [16, 1247, 146, 1330]
article-headline: SPEAKING IN MAORI. [314, 308, 395, 334]
